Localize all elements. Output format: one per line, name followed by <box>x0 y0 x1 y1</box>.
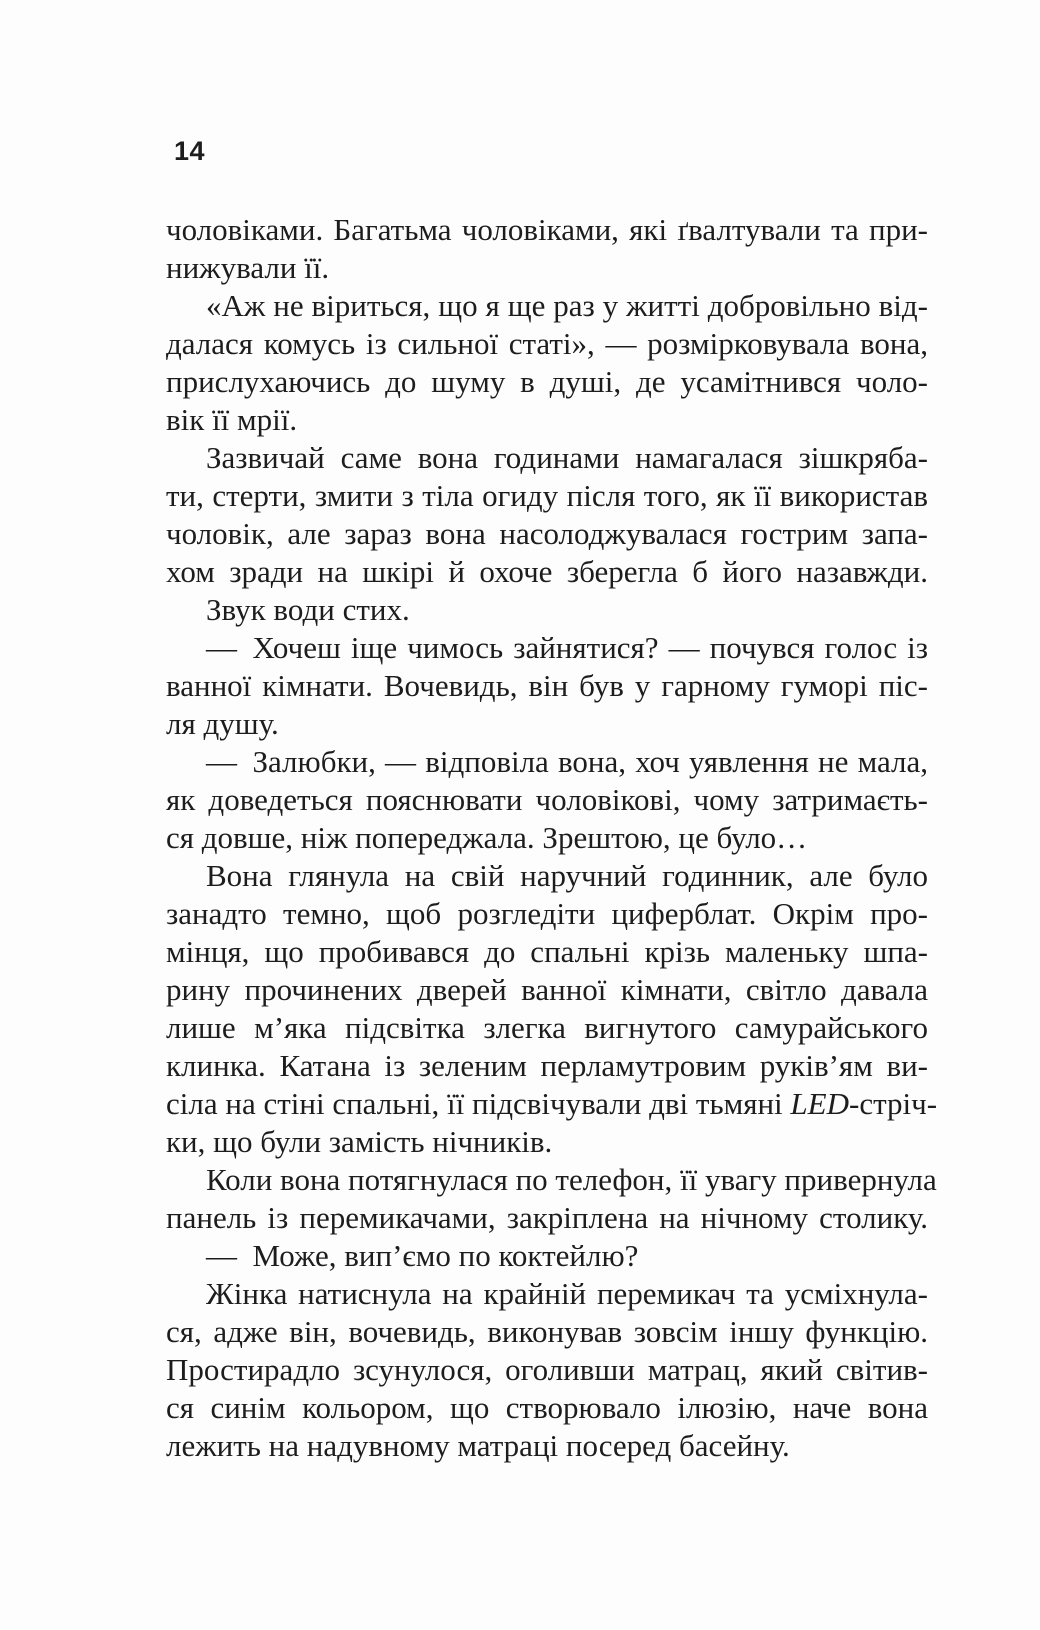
text-line: лежить на надувному матраці посеред басейну. <box>166 1428 790 1463</box>
text-line: чоловіками. Багатьма чоловіками, які ґвалтували та при- <box>166 212 928 247</box>
text-line: вік її мрії. <box>166 402 298 437</box>
text-line: мінця, що пробивався до спальні крізь маленьку шпа- <box>166 934 928 969</box>
text-line: ся довше, ніж попереджала. Зрештою, це було… <box>166 820 808 855</box>
text-line: Простирадло зсунулося, оголивши матрац, який світив- <box>166 1352 928 1387</box>
text-line: Зазвичай саме вона годинами намагалася зішкряба- <box>206 440 928 475</box>
text-line: «Аж не віриться, що я ще раз у житті добровільно від- <box>206 288 928 323</box>
text-line: панель із перемикачами, закріплена на нічному столику. <box>166 1200 928 1235</box>
text-segment: сіла на стіні спальні, її підсвічували дві тьмяні <box>166 1086 791 1121</box>
italic-text-segment: LED <box>790 1086 849 1121</box>
text-line: рину прочинених дверей ванної кімнати, світло давала <box>166 972 928 1007</box>
text-line: далася комусь із сильної статі», — розмірковувала вона, <box>166 326 928 361</box>
text-line: ля душу. <box>166 706 279 741</box>
text-line: ки, що були замість нічників. <box>166 1124 553 1159</box>
text-line: лише м’яка підсвітка злегка вигнутого самурайського <box>166 1010 928 1045</box>
text-line: — Хочеш іще чимось зайнятися? — почувся голос із <box>206 630 928 665</box>
text-line <box>166 1085 938 1123</box>
text-line: Звук води стих. <box>206 592 410 627</box>
text-line: ти, стерти, змити з тіла огиду після того, як її використав <box>166 478 928 513</box>
text-line: Жінка натиснула на крайній перемикач та усміхнула- <box>206 1276 928 1311</box>
text-line: як доведеться пояснювати чоловікові, чому затримаєть- <box>166 782 928 817</box>
text-line: нижували її. <box>166 250 330 285</box>
text-line: ванної кімнати. Вочевидь, він був у гарному гуморі піс- <box>166 668 928 703</box>
page-number: 14 <box>174 136 206 166</box>
text-line: Коли вона потягнулася по телефон, її увагу привернула <box>206 1162 937 1197</box>
text-segment: -стріч- <box>849 1086 938 1121</box>
text-line: хом зради на шкірі й охоче зберегла б його назавжди. <box>166 554 928 589</box>
text-line: — Може, вип’ємо по коктейлю? <box>206 1238 639 1273</box>
text-line: ся синім кольором, що створювало ілюзію, наче вона <box>166 1390 928 1425</box>
text-line: — Залюбки, — відповіла вона, хоч уявлення не мала, <box>206 744 928 779</box>
text-line: чоловік, але зараз вона насолоджувалася гострим запа- <box>166 516 928 551</box>
text-line: занадто темно, щоб розгледіти циферблат. Окрім про- <box>166 896 928 931</box>
text-line: клинка. Катана із зеленим перламутровим руків’ям ви- <box>166 1048 928 1083</box>
text-line: прислухаючись до шуму в душі, де усамітнився чоло- <box>166 364 928 399</box>
body-text-block <box>166 211 938 1465</box>
text-line: Вона глянула на свій наручний годинник, але було <box>206 858 928 893</box>
text-line: ся, адже він, вочевидь, виконував зовсім іншу функцію. <box>166 1314 928 1349</box>
